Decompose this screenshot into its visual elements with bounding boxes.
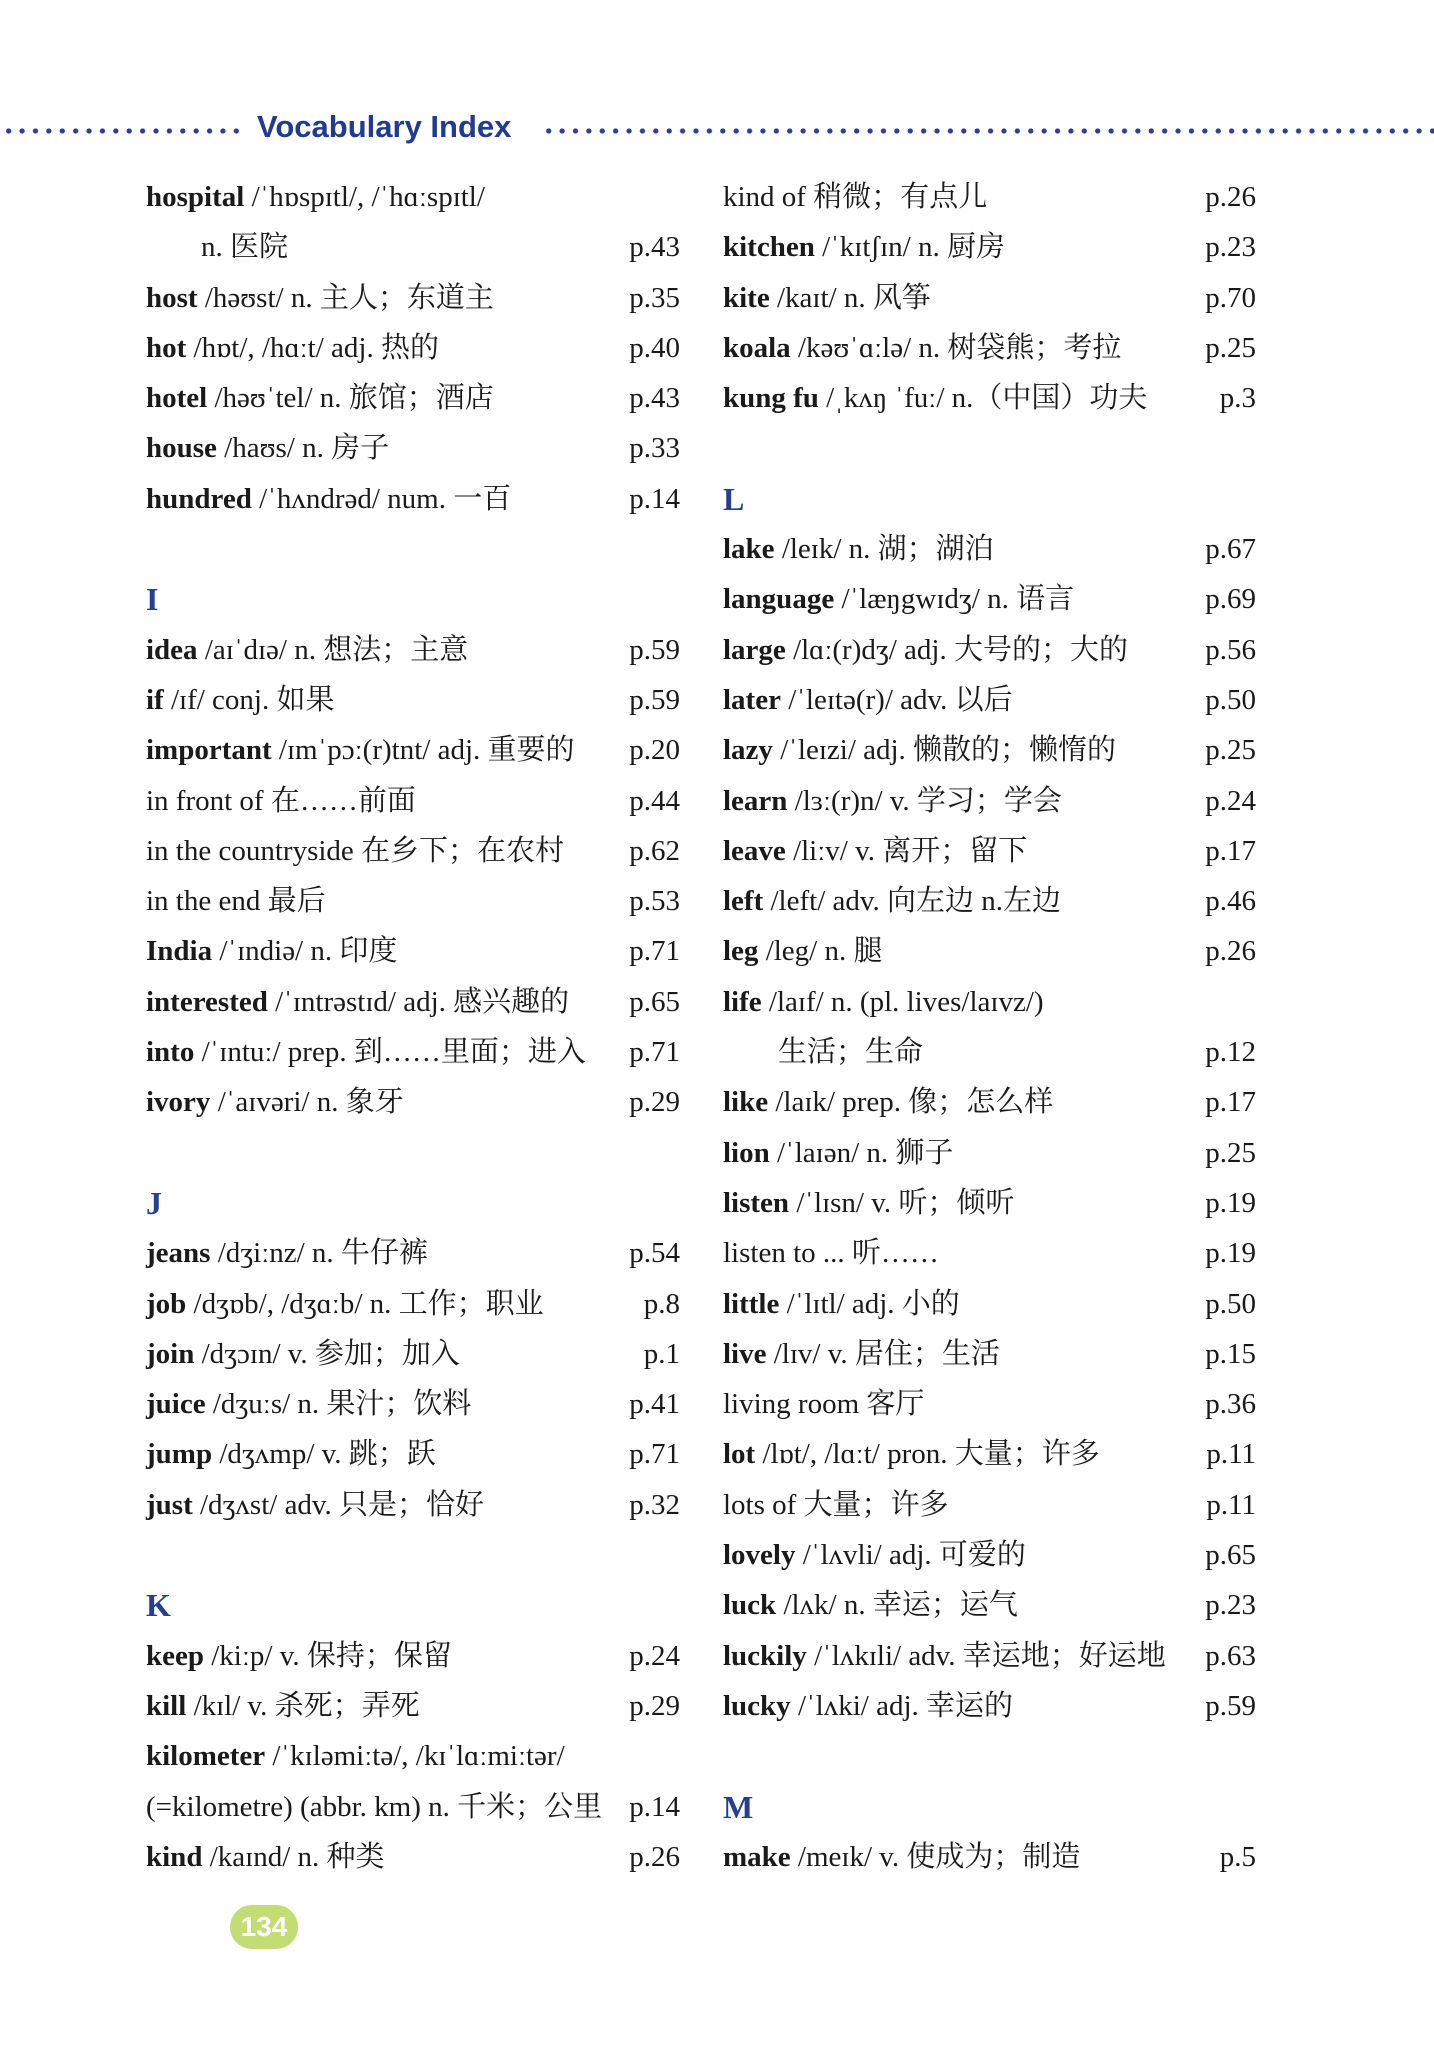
vocab-entry-page: p.29 [629,1086,680,1119]
vocabulary-column-left [146,172,680,1882]
vocab-entry-page: p.17 [1205,834,1256,867]
headword: hot [146,331,187,364]
vocab-entry [146,222,680,272]
vocab-entry [723,1027,1256,1077]
vocab-entry-text: luckily /ˈlʌkɪli/ adv. 幸运地；好运地 [723,1639,1166,1672]
vocab-entry [146,273,680,323]
vocab-entry [146,1480,680,1530]
vocab-entry [146,1782,680,1832]
vocab-entry-page: p.5 [1219,1840,1256,1873]
vocab-entry-text: kill /kɪl/ v. 杀死；弄死 [146,1689,420,1722]
vocab-entry-text: lucky /ˈlʌki/ adj. 幸运的 [723,1689,1014,1722]
vocab-entry [146,725,680,775]
vocab-entry [723,1832,1256,1882]
vocab-entry-text: hundred /ˈhʌndrəd/ num. 一百 [146,482,512,515]
vocab-entry-page: p.46 [1205,885,1256,918]
vocab-entry [723,725,1256,775]
vocab-entry-page: p.33 [629,432,680,465]
vocab-entry-page: p.24 [1205,784,1256,817]
headword: kilometer [146,1740,266,1773]
vocab-entry-page: p.59 [629,633,680,666]
vocab-entry-text: kite /kaɪt/ n. 风筝 [723,281,931,314]
vocab-entry-page: p.71 [629,1036,680,1069]
vocab-entry-text: important /ɪmˈpɔː(r)tnt/ adj. 重要的 [146,734,575,767]
vocab-entry [146,1832,680,1882]
headword: koala [723,331,791,364]
vocab-entry-text: kilometer /ˈkɪləmiːtə/, /kɪˈlɑːmiːtər/ [146,1740,565,1773]
vocab-entry [146,1731,680,1781]
vocab-entry-page: p.25 [1205,331,1256,364]
headword: luckily [723,1639,807,1672]
vocab-entry-text: interested /ˈɪntrəstɪd/ adj. 感兴趣的 [146,985,570,1018]
vocab-entry-page: p.23 [1205,231,1256,264]
vocab-entry-text: hotel /həʊˈtel/ n. 旅馆；酒店 [146,382,494,415]
vocab-entry-text: large /lɑː(r)dʒ/ adj. 大号的；大的 [723,633,1128,666]
vocab-entry [146,625,680,675]
section-letter-text: M [723,1788,754,1825]
page-number-badge: 134 [230,1905,298,1949]
vocab-entry-text: listen /ˈlɪsn/ v. 听；倾听 [723,1186,1015,1219]
spacer-row [723,1731,1256,1781]
vocab-entry-text: koala /kəʊˈɑːlə/ n. 树袋熊；考拉 [723,331,1122,364]
vocab-entry-page: p.8 [643,1287,680,1320]
vocab-entry [146,1631,680,1681]
vocab-entry [146,1077,680,1127]
vocab-entry-text: join /dʒɔɪn/ v. 参加；加入 [146,1337,460,1370]
vocab-entry-page: p.62 [629,834,680,867]
vocab-entry-page: p.14 [629,482,680,515]
vocab-entry-page: p.23 [1205,1589,1256,1622]
vocab-entry [723,926,1256,976]
vocab-entry [723,1329,1256,1379]
vocab-entry [723,776,1256,826]
headword: make [723,1840,791,1873]
headword: interested [146,985,268,1018]
headword: life [723,985,762,1018]
section-letter [723,1782,1256,1832]
vocab-entry-page: p.59 [629,683,680,716]
vocab-entry-text: left /left/ adv. 向左边 n.左边 [723,885,1061,918]
vocab-entry [723,1580,1256,1630]
vocab-entry-page: p.29 [629,1689,680,1722]
headword: hundred [146,482,252,515]
vocab-entry [146,1329,680,1379]
headword: host [146,281,198,314]
vocab-entry-page: p.25 [1205,734,1256,767]
vocab-entry [723,1429,1256,1479]
headword: jeans [146,1237,211,1270]
page-title: Vocabulary Index [257,109,512,144]
vocab-entry [723,675,1256,725]
vocabulary-column-right [723,172,1256,1882]
vocab-entry-text: make /meɪk/ v. 使成为；制造 [723,1840,1081,1873]
vocab-entry-text: lazy /ˈleɪzi/ adj. 懒散的；懒惰的 [723,734,1117,767]
headword: job [146,1287,187,1320]
spacer-row [723,423,1256,473]
headword: left [723,885,764,918]
headword: hotel [146,382,208,415]
headword: jump [146,1438,213,1471]
vocab-entry [723,323,1256,373]
vocab-entry-page: p.70 [1205,281,1256,314]
vocab-entry-text: kind of 稍微；有点儿 [723,181,988,213]
vocab-entry-page: p.36 [1205,1388,1256,1421]
vocab-entry [146,474,680,524]
vocab-entry-page: p.59 [1205,1689,1256,1722]
vocab-entry-page: p.19 [1205,1186,1256,1219]
section-letter-text: J [146,1184,162,1221]
spacer-row [146,524,680,574]
vocab-entry [723,1681,1256,1731]
vocab-entry [723,222,1256,272]
headword: lake [723,533,775,566]
vocab-entry [146,1228,680,1278]
vocab-entry-page: p.25 [1205,1136,1256,1169]
headword: learn [723,784,788,817]
vocab-entry-page: p.69 [1205,583,1256,616]
vocab-entry [146,323,680,373]
vocab-entry [146,776,680,826]
vocab-entry-page: p.71 [629,935,680,968]
vocab-entry-text: lovely /ˈlʌvli/ adj. 可爱的 [723,1539,1026,1572]
vocab-entry [146,1379,680,1429]
vocab-entry-text: in the countryside 在乡下；在农村 [146,834,565,867]
vocab-entry [146,675,680,725]
headword: kite [723,281,770,314]
vocab-entry-text: 生活；生命 [778,1036,924,1069]
vocab-entry-page: p.26 [629,1840,680,1873]
vocab-entry [146,373,680,423]
vocab-entry-page: p.63 [1205,1639,1256,1672]
vocab-entry-page: p.41 [629,1388,680,1421]
vocab-entry [146,1027,680,1077]
section-letter-text: L [723,480,745,517]
vocab-entry-text: ivory /ˈaɪvəri/ n. 象牙 [146,1086,404,1119]
vocab-entry-text: in the end 最后 [146,885,326,918]
vocab-entry-page: p.53 [629,885,680,918]
vocab-entry-text: luck /lʌk/ n. 幸运；运气 [723,1589,1018,1622]
vocab-entry-text: if /ɪf/ conj. 如果 [146,683,335,716]
vocab-entry-page: p.65 [1205,1539,1256,1572]
headword: later [723,683,781,716]
spacer-row [146,1128,680,1178]
headword: kind [146,1840,203,1873]
vocab-entry-page: p.43 [629,231,680,264]
vocab-entry-text: lion /ˈlaɪən/ n. 狮子 [723,1136,954,1169]
vocab-entry [146,977,680,1027]
headword: ivory [146,1086,211,1119]
headword: lucky [723,1689,791,1722]
vocab-entry-text: host /həʊst/ n. 主人；东道主 [146,281,494,314]
headword: lion [723,1136,770,1169]
vocab-entry-page: p.11 [1206,1438,1256,1471]
vocab-entry-text: (=kilometre) (abbr. km) n. 千米；公里 [146,1790,603,1823]
section-letter-text: K [146,1587,171,1624]
vocab-entry-page: p.32 [629,1488,680,1521]
headword: like [723,1086,769,1119]
vocab-entry [146,876,680,926]
vocab-entry-page: p.3 [1219,382,1256,415]
vocab-entry-page: p.26 [1205,935,1256,968]
vocab-entry-page: p.20 [629,734,680,767]
vocab-entry-text: lot /lɒt/, /lɑːt/ pron. 大量；许多 [723,1438,1100,1471]
vocab-entry-text: language /ˈlæŋgwɪdʒ/ n. 语言 [723,583,1075,616]
headword: language [723,583,835,616]
vocab-entry [723,273,1256,323]
headword: India [146,935,213,968]
section-letter [146,1178,680,1228]
vocab-entry-page: p.50 [1205,683,1256,716]
headword: important [146,734,272,767]
vocab-entry-text: like /laɪk/ prep. 像；怎么样 [723,1086,1054,1119]
vocab-entry-page: p.71 [629,1438,680,1471]
vocab-entry-text: juice /dʒuːs/ n. 果汁；饮料 [146,1388,472,1421]
vocab-entry [146,1279,680,1329]
vocab-entry-text: job /dʒɒb/, /dʒɑːb/ n. 工作；职业 [146,1287,544,1320]
vocab-entry-text: keep /kiːp/ v. 保持；保留 [146,1639,452,1672]
vocab-entry-text: live /lɪv/ v. 居住；生活 [723,1337,1000,1370]
section-letter-text: I [146,581,159,618]
headword: if [146,683,164,716]
vocab-entry [723,826,1256,876]
vocab-entry-text: jeans /dʒiːnz/ n. 牛仔裤 [146,1237,428,1270]
vocab-entry-page: p.65 [629,985,680,1018]
vocab-entry [723,1279,1256,1329]
vocab-entry-text: leg /leg/ n. 腿 [723,935,883,968]
headword: little [723,1287,780,1320]
vocab-entry-page: p.56 [1205,633,1256,666]
vocab-entry-text: leave /liːv/ v. 离开；留下 [723,834,1028,867]
vocab-entry-text: into /ˈɪntuː/ prep. 到……里面；进入 [146,1036,586,1069]
vocab-entry-page: p.14 [629,1790,680,1823]
headword: house [146,432,217,465]
headword: live [723,1337,767,1370]
vocab-entry-text: in front of 在……前面 [146,784,416,817]
vocab-entry-text: kind /kaɪnd/ n. 种类 [146,1840,385,1873]
dotted-rule-left [2,128,246,134]
vocab-entry-text: n. 医院 [201,231,289,264]
vocab-entry [723,625,1256,675]
vocab-entry-text: house /haʊs/ n. 房子 [146,432,390,465]
headword: leave [723,834,786,867]
vocab-entry [146,826,680,876]
vocab-entry-text: lots of 大量；许多 [723,1488,949,1521]
vocab-entry-page: p.11 [1206,1488,1256,1521]
vocab-entry-text: living room 客厅 [723,1388,925,1421]
vocab-entry-page: p.35 [629,281,680,314]
vocab-entry [723,1077,1256,1127]
spacer-row [146,1530,680,1580]
vocab-entry [146,1681,680,1731]
vocab-entry [723,1631,1256,1681]
vocab-entry-text: jump /dʒʌmp/ v. 跳；跃 [146,1438,436,1471]
vocab-entry-text: learn /lɜː(r)n/ v. 学习；学会 [723,784,1062,817]
vocab-entry [146,926,680,976]
header-bar [0,104,1434,154]
headword: kung fu [723,382,819,415]
vocab-entry-text: hot /hɒt/, /hɑːt/ adj. 热的 [146,331,439,364]
vocab-entry [723,574,1256,624]
vocab-entry-text: little /ˈlɪtl/ adj. 小的 [723,1287,960,1320]
vocab-entry-page: p.17 [1205,1086,1256,1119]
vocab-entry-page: p.1 [643,1337,680,1370]
headword: listen [723,1186,790,1219]
vocab-entry-text: India /ˈɪndiə/ n. 印度 [146,935,398,968]
headword: large [723,633,786,666]
headword: kitchen [723,231,815,264]
headword: just [146,1488,193,1521]
vocab-entry-text: lake /leɪk/ n. 湖；湖泊 [723,533,994,566]
vocab-entry [723,1128,1256,1178]
vocab-entry [723,1379,1256,1429]
vocab-entry-page: p.15 [1205,1337,1256,1370]
vocab-entry-page: p.67 [1205,533,1256,566]
section-letter [146,1580,680,1630]
dotted-rule-right [542,128,1434,134]
vocab-entry [723,1228,1256,1278]
vocab-entry [723,172,1256,222]
vocab-entry-page: p.54 [629,1237,680,1270]
vocab-entry [723,977,1256,1027]
vocab-entry-text: later /ˈleɪtə(r)/ adv. 以后 [723,683,1013,716]
headword: hospital [146,181,245,213]
vocab-entry [723,876,1256,926]
vocab-entry [146,172,680,222]
vocab-entry-page: p.19 [1205,1237,1256,1270]
vocab-entry-page: p.50 [1205,1287,1256,1320]
vocab-entry-text: kitchen /ˈkɪtʃɪn/ n. 厨房 [723,231,1005,264]
vocab-entry-text: listen to ... 听…… [723,1237,939,1270]
headword: lazy [723,734,773,767]
vocab-entry [723,373,1256,423]
vocab-entry [723,1178,1256,1228]
headword: keep [146,1639,204,1672]
vocab-entry [723,1530,1256,1580]
headword: kill [146,1689,187,1722]
vocab-entry-text: just /dʒʌst/ adv. 只是；恰好 [146,1488,485,1521]
headword: lovely [723,1539,796,1572]
vocab-entry-text: kung fu /ˌkʌŋ ˈfuː/ n.（中国）功夫 [723,382,1148,415]
headword: juice [146,1388,206,1421]
vocab-entry-text: hospital /ˈhɒspɪtl/, /ˈhɑːspɪtl/ [146,181,485,213]
section-letter [723,474,1256,524]
vocab-entry [723,1480,1256,1530]
vocab-entry-page: p.44 [629,784,680,817]
vocab-entry [723,524,1256,574]
headword: lot [723,1438,756,1471]
vocab-entry [146,1429,680,1479]
headword: join [146,1337,195,1370]
vocab-entry-page: p.40 [629,331,680,364]
vocab-entry-text: idea /aɪˈdɪə/ n. 想法；主意 [146,633,469,666]
headword: luck [723,1589,777,1622]
vocab-entry [146,423,680,473]
headword: into [146,1036,195,1069]
headword: leg [723,935,759,968]
vocab-entry-page: p.24 [629,1639,680,1672]
headword: idea [146,633,198,666]
vocab-entry-text: life /laɪf/ n. (pl. lives/laɪvz/) [723,985,1044,1018]
vocab-entry-page: p.12 [1205,1036,1256,1069]
vocab-entry-page: p.26 [1205,181,1256,213]
vocab-entry-page: p.43 [629,382,680,415]
section-letter [146,574,680,624]
